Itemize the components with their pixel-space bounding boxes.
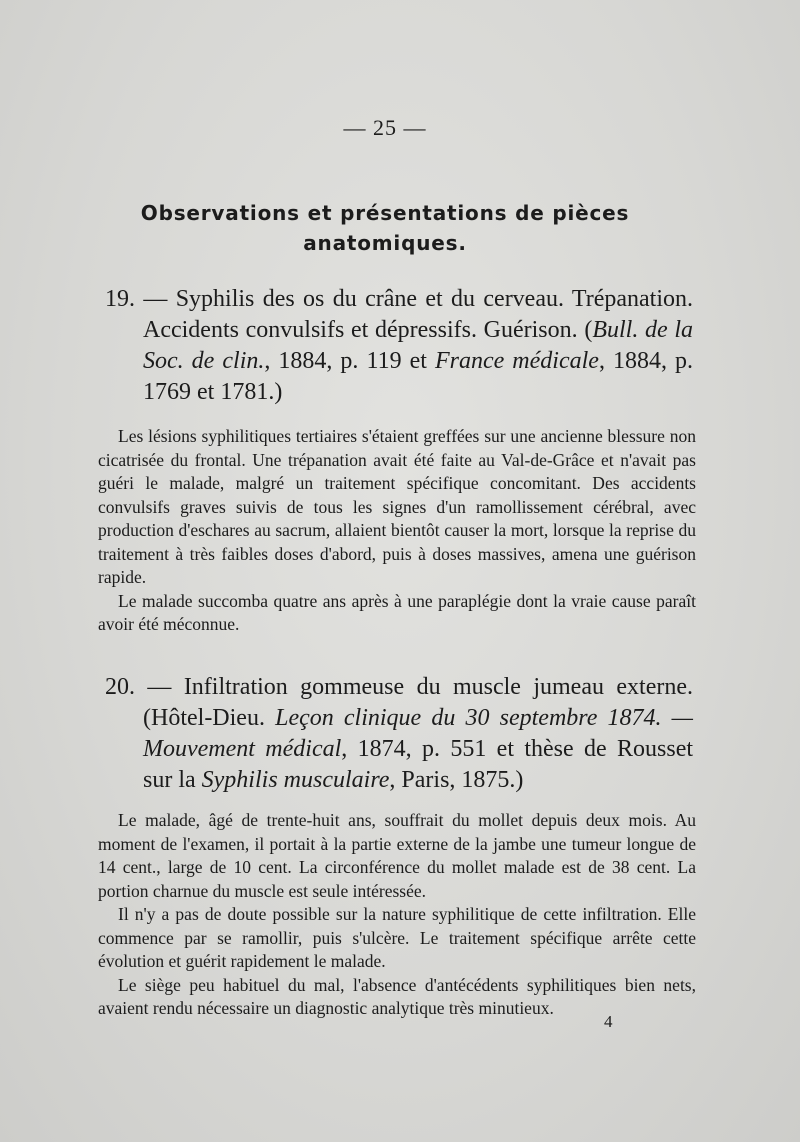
entry-dash: — [147, 674, 172, 700]
entry-19-body [98, 425, 696, 637]
entry-20-title [105, 672, 693, 796]
entry-dash: — [143, 286, 168, 312]
entry-ref-journal-2: Syphilis musculaire [201, 767, 390, 793]
entry-ref-journal: Leçon clinique du 30 septembre 1874. — Mouvement médical [143, 705, 693, 762]
paragraph: Il n'y a pas de doute possible sur la nature syphilitique de cette infiltration. Elle commence par se ramollir, puis s'ulcère. Le traitement spécifique arrête cette évolution et guérit rapidement le malade. [98, 904, 696, 971]
entry-title: Infiltration gommeuse du muscle jumeau externe. [183, 674, 694, 700]
paragraph: Le siège peu habituel du mal, l'absence d'antécédents syphilitiques bien nets, avaient rendu nécessaire un diagnostic analytique très minutieux. [98, 974, 696, 1018]
entry-ref-journal-2: France médicale [434, 348, 599, 374]
entry-ref-open: ( [584, 317, 593, 343]
entry-title: Syphilis des os du crâne et du cerveau. Trépanation. Accidents convulsifs et dépressifs. Guérison. [143, 286, 693, 343]
page-number: — 25 — [343, 115, 427, 140]
paragraph: Les lésions syphilitiques tertiaires s'étaient greffées sur une ancienne blessure non cicatrisée du frontal. Une trépanation avait été faite au Val-de-Grâce et n'avait pas guéri le malade, malgré un traitement spécifique concomitant. Des accidents convulsifs graves suivis de tous les signes d'un ramollissement cérébral, avec production d'eschares au sacrum, allaient bientôt causer la mort, lorsque la reprise du traitement à très faibles doses d'abord, puis à doses massives, amena une guérison rapide. [98, 426, 696, 587]
paragraph: Le malade, âgé de trente-huit ans, souffrait du mollet depuis deux mois. Au moment de l'examen, il portait à la partie externe de la jambe une tumeur longue de 14 cent., large de 10 cent. La circonférence du mollet malade est de 38 cent. La portion charnue du muscle est seule intéressée. [98, 810, 696, 901]
entry-ref-open: (Hôtel-Dieu. [143, 705, 265, 731]
entry-ref-end: , Paris, 1875.) [389, 767, 524, 793]
entry-ref-mid: , 1874, p. 551 et thèse de Rousset sur la [143, 736, 694, 793]
entry-19-title [105, 284, 693, 408]
entry-ref-end: , 1884, p. 1769 et 1781.) [143, 348, 694, 405]
entry-number: 19. [105, 286, 135, 312]
entry-20-body [98, 809, 696, 1021]
entry-number: 20. [105, 674, 135, 700]
entry-ref-journal: Bull. de la Soc. de clin. [143, 317, 694, 374]
paragraph: Le malade succomba quatre ans après à une paraplégie dont la vraie cause paraît avoir été méconnue. [98, 590, 696, 634]
entry-ref-mid: , 1884, p. 119 et [264, 348, 427, 374]
section-heading: Observations et présentations de pièces anatomiques. [140, 201, 630, 255]
signature-mark: 4 [604, 1012, 613, 1031]
